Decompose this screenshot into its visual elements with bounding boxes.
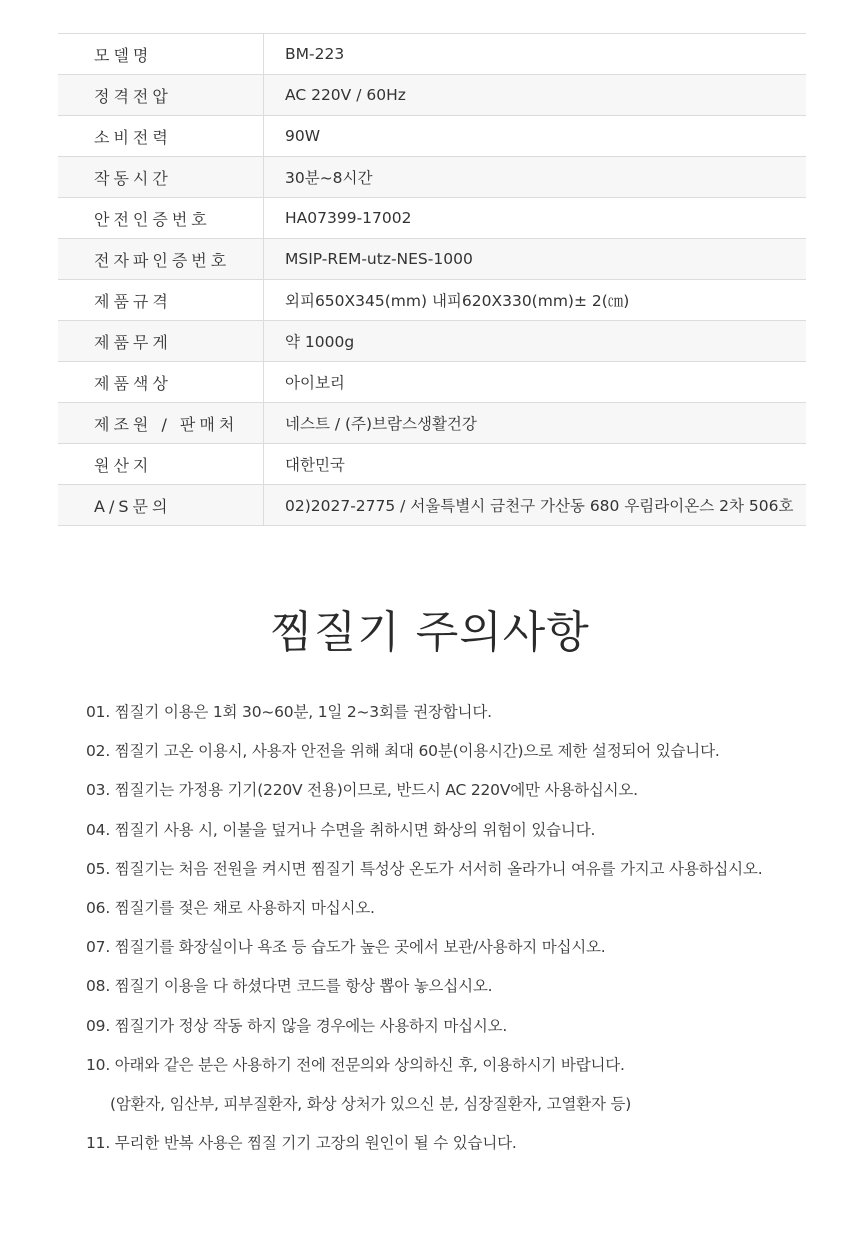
notice-item: 03. 찜질기는 가정용 기기(220V 전용)이므로, 반드시 AC 220V에만 사용하십시오. — [86, 781, 638, 800]
spec-row-emc-cert — [58, 239, 806, 280]
notice-item: 06. 찜질기를 젖은 채로 사용하지 마십시오. — [86, 898, 375, 917]
notice-item: 02. 찜질기 고온 이용시, 사용자 안전을 위해 최대 60분(이용시간)으로 제한 설정되어 있습니다. — [86, 742, 720, 761]
notice-item: 08. 찜질기 이용을 다 하셨다면 코드를 항상 뽑아 놓으십시오. — [86, 977, 493, 996]
spec-row-as-contact — [58, 485, 806, 526]
spec-label: 제조원 / 판매처 — [58, 403, 264, 443]
spec-row-manufacturer — [58, 403, 806, 444]
notice-item: 05. 찜질기는 처음 전원을 켜시면 찜질기 특성상 온도가 서서히 올라가니 여유를 가지고 사용하십시오. — [86, 859, 763, 878]
spec-value: HA07399-17002 — [285, 209, 412, 227]
spec-value: 90W — [285, 127, 321, 145]
spec-table — [58, 33, 806, 526]
spec-value: 아이보리 — [285, 374, 345, 392]
spec-label: 소비전력 — [58, 116, 264, 156]
spec-row-safety-cert — [58, 198, 806, 239]
spec-label: 제품색상 — [58, 362, 264, 402]
spec-row-model — [58, 34, 806, 75]
notice-title: 찜질기 주의사항 — [270, 607, 590, 658]
spec-label: 작동시간 — [58, 157, 264, 197]
spec-value: 대한민국 — [285, 456, 345, 474]
spec-value: BM-223 — [285, 45, 345, 63]
notice-item-sub: (암환자, 임산부, 피부질환자, 화상 상처가 있으신 분, 심장질환자, 고열환자 등) — [110, 1094, 632, 1113]
spec-value: AC 220V / 60Hz — [285, 86, 406, 104]
spec-row-power — [58, 116, 806, 157]
spec-label: 정격전압 — [58, 75, 264, 115]
spec-label: 안전인증번호 — [58, 198, 264, 238]
spec-label: 전자파인증번호 — [58, 239, 264, 279]
spec-value: 외피650X345(mm) 내피620X330(mm)± 2(㎝) — [285, 292, 630, 310]
notice-item: 10. 아래와 같은 분은 사용하기 전에 전문의와 상의하신 후, 이용하시기 바랍니다. — [86, 1055, 625, 1074]
spec-value: 02)2027-2775 / 서울특별시 금천구 가산동 680 우림라이온스 2차 506호 — [285, 497, 794, 515]
spec-value: 네스트 / (주)브람스생활건강 — [285, 415, 477, 433]
notice-item: 11. 무리한 반복 사용은 찜질 기기 고장의 원인이 될 수 있습니다. — [86, 1134, 517, 1153]
spec-value: 30분~8시간 — [285, 169, 373, 187]
spec-row-dimensions — [58, 280, 806, 321]
spec-row-weight — [58, 321, 806, 362]
spec-row-voltage — [58, 75, 806, 116]
spec-value: 약 1000g — [285, 333, 355, 351]
spec-row-origin — [58, 444, 806, 485]
notice-list — [86, 700, 826, 1170]
spec-row-color — [58, 362, 806, 403]
spec-value: MSIP-REM-utz-NES-1000 — [285, 250, 473, 268]
notice-item: 01. 찜질기 이용은 1회 30~60분, 1일 2~3회를 권장합니다. — [86, 703, 492, 721]
spec-label: 원산지 — [58, 444, 264, 484]
spec-label: A/S문의 — [58, 485, 264, 525]
spec-label: 모델명 — [58, 34, 264, 74]
notice-item: 09. 찜질기가 정상 작동 하지 않을 경우에는 사용하지 마십시오. — [86, 1016, 508, 1035]
spec-row-operating-time — [58, 157, 806, 198]
notice-item: 04. 찜질기 사용 시, 이불을 덮거나 수면을 취하시면 화상의 위험이 있습니다. — [86, 820, 596, 839]
notice-item: 07. 찜질기를 화장실이나 욕조 등 습도가 높은 곳에서 보관/사용하지 마십시오. — [86, 938, 606, 957]
spec-label: 제품무게 — [58, 321, 264, 361]
spec-label: 제품규격 — [58, 280, 264, 320]
